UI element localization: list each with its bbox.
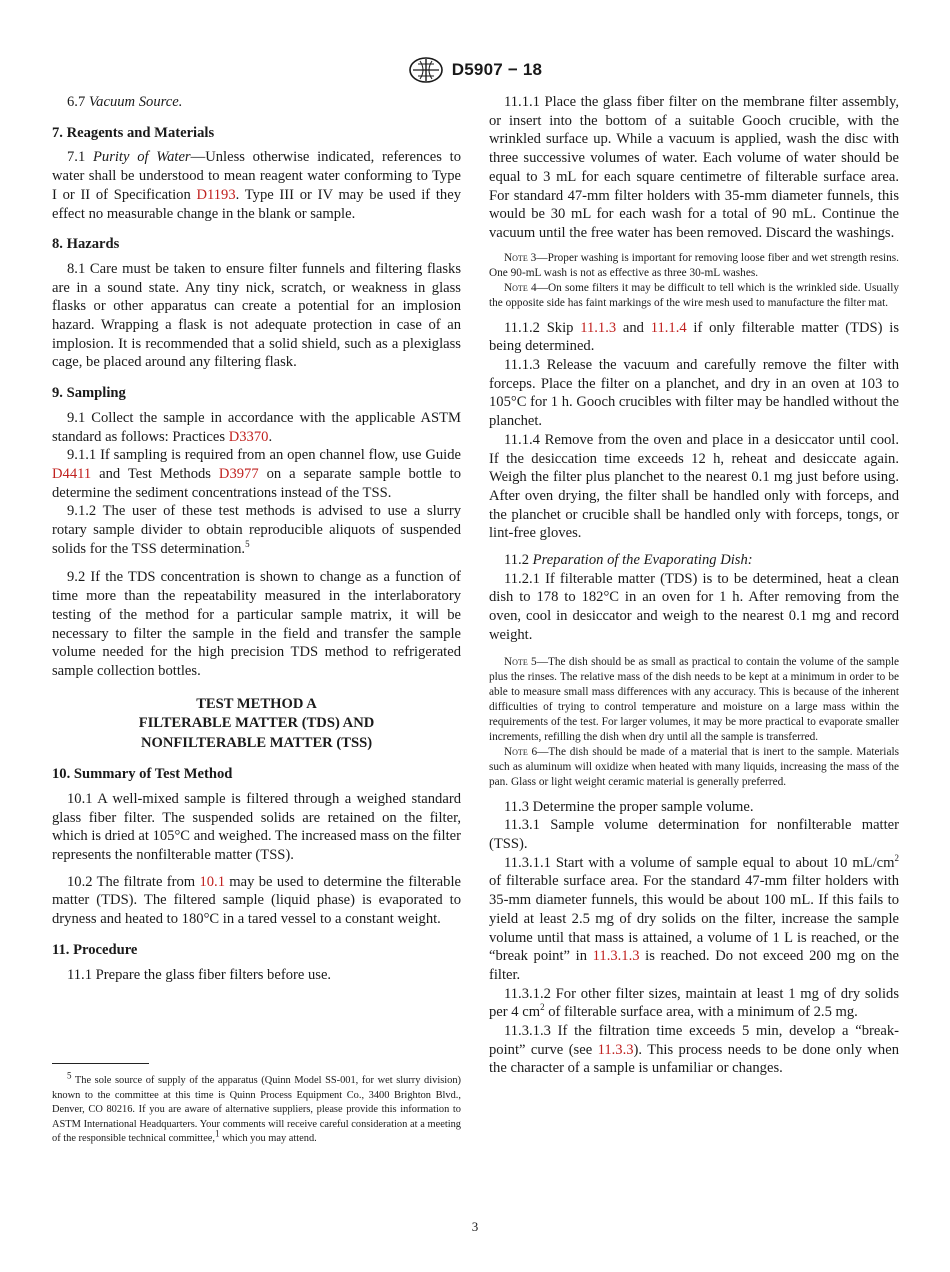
heading-summary: 10. Summary of Test Method — [52, 766, 233, 783]
section-9-1-2: 9.1.2 The user of these test methods is advised to use a slurry rotary sample divider to obtain reproducible aliquots of suspended solids for the TSS determination.$^5$ — [52, 503, 461, 557]
heading-hazards: 8. Hazards — [52, 236, 120, 253]
footnote-5: $^5$ The sole source of supply of the apparatus (Quinn Model SS-001, for wet slurry division) known to the committee at this time is Quinn Process Equipment Co., 3400 Brighton Blvd., Denver, CO 80216. If you are aware of alternative suppliers, please provide this information to ASTM International Headquarters. Your comments will receive careful consideration at a meeting of the responsible technical committee,$^1$ which you may attend. — [52, 1070, 461, 1144]
page-number: 3 — [471, 1219, 479, 1234]
section-9-1-1: 9.1.1 If sampling is required from an open channel flow, use Guide D4411 and Test Methods D3977 on a separate sample bottle to determine the sediment concentrations instead of the TSS. — [52, 447, 462, 501]
footnote-divider — [52, 1063, 149, 1064]
link-d3370[interactable]: D3370 — [228, 428, 269, 445]
footnote-ref-5: 5 — [245, 538, 250, 549]
link-d4411[interactable]: D4411 — [52, 465, 92, 482]
test-method-a-title: TEST METHOD A FILTERABLE MATTER (TDS) AND NONFILTERABLE MATTER (TSS) — [138, 695, 375, 751]
section-9-1: 9.1 Collect the sample in accordance with the applicable ASTM standard as follows: Practices D3370. — [52, 409, 461, 445]
section-11-3-1-3: 11.3.1.3 If the filtration time exceeds 5 min, develop a “break-point” curve (see 11.3.3). This process needs to be done only when the character of a sample is unfamiliar or changes. — [489, 1023, 900, 1077]
link-11-1-3[interactable]: 11.1.3 — [580, 319, 617, 336]
note-6: Note 6—The dish should be made of a material that is inert to the sample. Materials such as aluminum will oxidize when heated with many liquids, increasing the mass of the pan. Glass or light weight ceramic material is generally preferred. — [489, 745, 899, 788]
heading-reagents: 7. Reagents and Materials — [52, 124, 215, 141]
heading-sampling: 9. Sampling — [52, 385, 126, 402]
section-11-1-2: 11.1.2 Skip 11.1.3 and 11.1.4 if only filterable matter (TDS) is being determined. — [489, 319, 899, 355]
heading-procedure: 11. Procedure — [52, 941, 138, 958]
note-4: Note 4—On some filters it may be difficult to tell which is the wrinkled side. Usually the opposite side has faint markings of the wire mesh used to manufacture the filter mat. — [489, 281, 899, 309]
section-10-1: 10.1 A well-mixed sample is filtered through a weighed standard glass fiber filter. The suspended solids are retained on the filter, which is dried at 105°C and weighed. The increased mass on the filter represents the nonfilterable matter (TSS). — [52, 790, 461, 863]
section-11-3-1: 11.3.1 Sample volume determination for nonfilterable matter (TSS). — [489, 817, 899, 852]
section-8-1: 8.1 Care must be taken to ensure filter funnels and filtering flasks are in a sound state. Any tiny nick, scratch, or weakness in glass flasks or other apparatus can create a potential for an implosion hazard. Wrapping a flask is not adequate protection in case of an implosion. It is recommended that a solid shield, such as a plexiglass cage, be placed around any filtering flask. — [52, 260, 461, 371]
section-11-3-1-1: 11.3.1.1 Start with a volume of sample equal to about 10 $mL/cm^2$ of filterable surface area. For the standard 47-mm filter holders with 35-mm diameter funnels, this would be about 100 mL. If this fails to yield at least 2.5 mg of dry solids on the filter, increase the sample volume until that mass is attained, a volume of 1 L is reached, or the “break point” in 11.3.1.3 is reached. Do not exceed 200 mg on the filter. — [489, 852, 899, 983]
link-11-3-1-3[interactable]: 11.3.1.3 — [592, 948, 640, 965]
left-column — [52, 93, 461, 984]
link-10-1[interactable]: 10.1 — [199, 873, 225, 890]
astm-logo-icon — [408, 56, 444, 84]
section-10-2: 10.2 The filtrate from 10.1 may be used to determine the filterable matter (TDS). The filtered sample (liquid phase) is evaporated to dryness and heated to 180°C in a tared vessel to a constant weight. — [52, 873, 461, 928]
link-11-1-4[interactable]: 11.1.4 — [650, 319, 687, 336]
note-5: Note 5—The dish should be as small as practical to contain the volume of the sample plus the rinses. The relative mass of the dish needs to be kept at a minimum in order to be able to measure small mass differences with any accuracy. This is because of the inherent difficulties of trying to control temperature and moisture on a large mass within the requirements of the test. For larger volumes, it may be more practical to evaporate smaller increments, refilling the dish when dry until all the sample is transferred. — [489, 655, 899, 743]
right-column — [489, 93, 899, 1078]
section-11-2: 11.2 Preparation of the Evaporating Dish: — [504, 552, 753, 569]
section-11-1-4: 11.1.4 Remove from the oven and place in a desiccator until cool. If the desiccation time exceeds 12 h, reheat and desiccate again. Weigh the filter plus planchet to the nearest 0.1 mg just before using. After oven drying, the filter shall be handled only with forceps, and the planchet or crucible shall be handled only with forceps, tongs, or lint-free gloves. — [489, 431, 899, 542]
note-3: Note 3—Proper washing is important for removing loose fiber and wet strength resins. One 90-mL wash is not as effective as three 30-mL washes. — [489, 251, 899, 279]
section-11-3-1-2: 11.3.1.2 For other filter sizes, maintain at least 1 mg of dry solids per 4 $cm^2$ of filterable surface area, with a minimum of 2.5 mg. — [489, 985, 899, 1021]
section-6-7: 6.7 Vacuum Source. — [67, 94, 183, 110]
section-7-1: 7.1 Purity of Water—Unless otherwise indicated, references to water shall be understood to mean reagent water conforming to Type I or II of Specification D1193. Type III or IV may be used if they effect no measurable change in the blank or sample. — [52, 149, 462, 222]
link-d1193[interactable]: D1193 — [196, 186, 236, 203]
standard-designation: D5907 − 18 — [451, 60, 543, 79]
page-header — [0, 55, 950, 85]
link-11-3-3[interactable]: 11.3.3 — [597, 1041, 634, 1058]
link-d3977[interactable]: D3977 — [218, 465, 259, 482]
section-11-3: 11.3 Determine the proper sample volume. — [504, 798, 754, 815]
section-11-1: 11.1 Prepare the glass fiber filters before use. — [67, 966, 332, 983]
section-11-1-1: 11.1.1 Place the glass fiber filter on the membrane filter assembly, or insert into the bottom of a suitable Gooch crucible, with the wrinkled surface up. While a vacuum is applied, wash the disc with three successive volumes of water. Each volume of water should be equal to 3 mL for each square centimetre of filterable surface area. For standard 47-mm filter holders with 35-mm diameter funnels, this would be 30 mL for each wash for a total of 90 mL. Continue the vacuum until the free water has been removed. Discard the washings. — [489, 94, 899, 241]
section-9-2: 9.2 If the TDS concentration is shown to change as a function of time more than the repeatability measured in the interlaboratory testing of the method for a particular sample matrix, it will be necessary to filter the sample in the field and transfer the sample volume needed for the high precision TDS method to refrigerated sample collection bottles. — [52, 569, 461, 679]
section-11-2-1: 11.2.1 If filterable matter (TDS) is to be determined, heat a clean dish to 178 to 182°C in an oven for 1 h. After removing from the oven, cool in desiccator and weigh to the nearest 0.1 mg and record weight. — [489, 570, 899, 643]
section-11-1-3: 11.1.3 Release the vacuum and carefully remove the filter with forceps. Place the filter on a planchet, and dry in an oven at 103 to 105°C for 1 h. Gooch crucibles with filter may be handled without the planchet. — [489, 357, 899, 430]
